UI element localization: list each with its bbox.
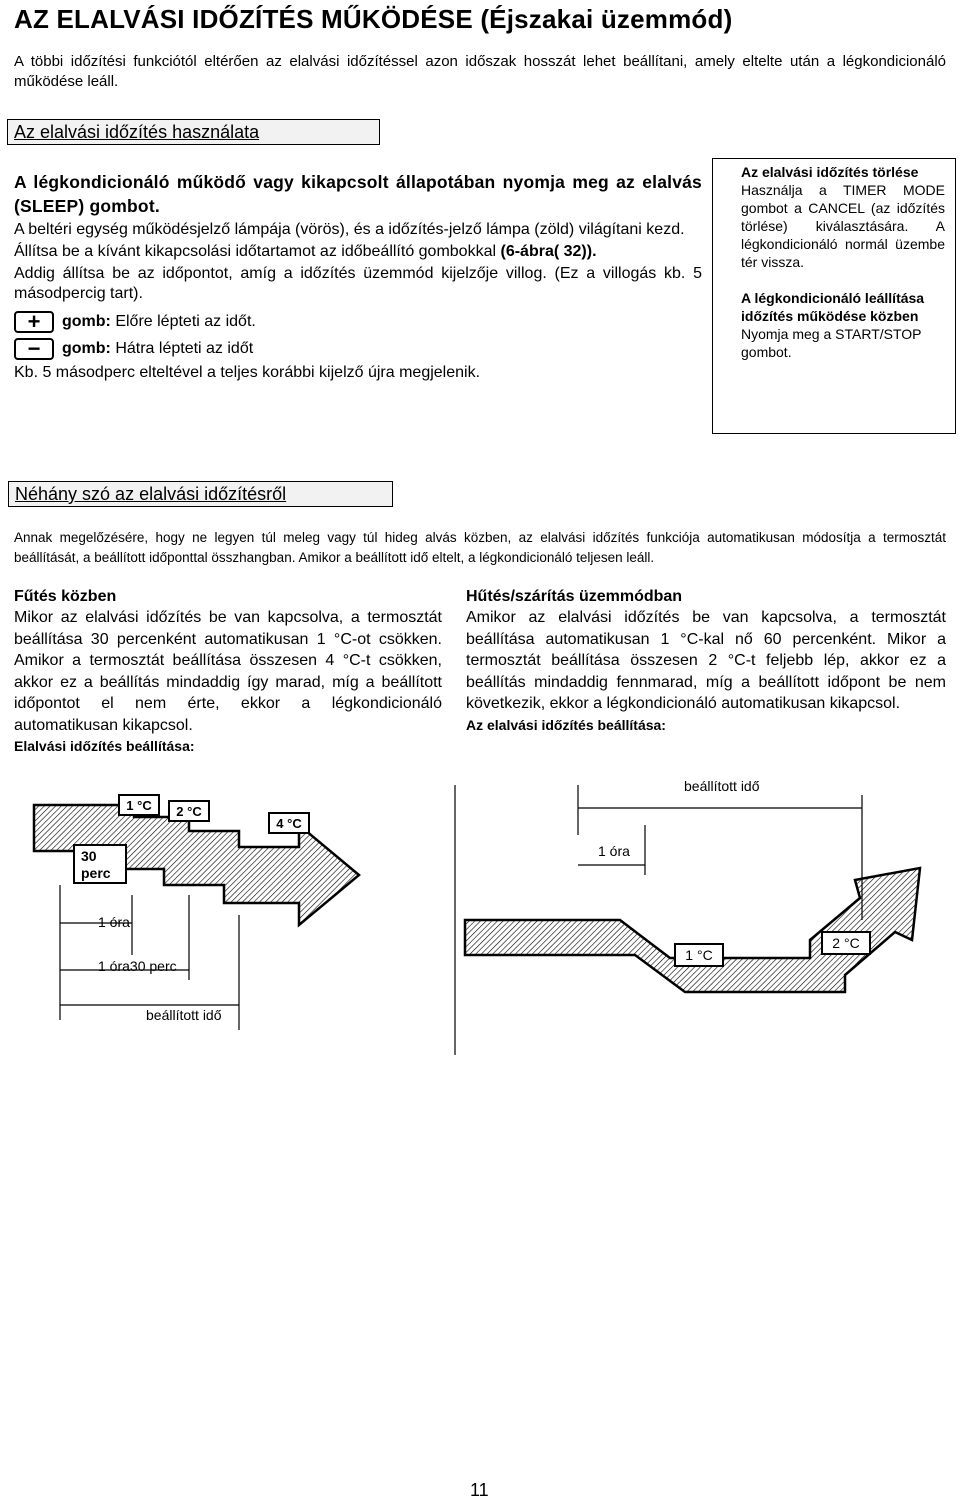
minus-button-icon bbox=[14, 335, 54, 361]
page-title: AZ ELALVÁSI IDŐZÍTÉS MŰKÖDÉSE (Éjszakai üzemmód) bbox=[14, 4, 733, 34]
page-number: 11 bbox=[470, 1480, 489, 1500]
cooling-column bbox=[466, 586, 946, 735]
usage-step-2: A beltéri egység működésjelző lámpája (vörös), és a időzítés-jelző lámpa (zöld) világítani kezd. bbox=[14, 221, 685, 238]
heating-diagram bbox=[14, 785, 434, 1035]
section-heading-usage-text: Az elalvási időzítés használata bbox=[14, 122, 260, 142]
heating-step3-label: 4 °C bbox=[276, 816, 302, 831]
usage-step-3-ref: (6-ábra( 32)). bbox=[500, 243, 597, 260]
plus-glyph: + bbox=[27, 308, 41, 334]
cooling-set-time-label: beállított idő bbox=[684, 778, 760, 794]
minus-button-row bbox=[14, 337, 702, 361]
heating-1ora-label: 1 óra bbox=[98, 914, 130, 930]
cooling-1ora-label: 1 óra bbox=[598, 843, 630, 859]
stop-text: Nyomja meg a START/STOP gombot. bbox=[741, 326, 922, 360]
section-heading-usage bbox=[7, 119, 380, 145]
about-intro: Annak megelőzésére, hogy ne legyen túl meleg vagy túl hideg alvás közben, az elalvási időzítés funkciója automatikusan módosítja a termosztát beállítását, a beállított időponttal összhangban. Amikor a beállított idő eltelt, a légkondicionáló teljesen leáll. bbox=[14, 530, 946, 565]
cooling-text: Amikor az elalvási időzítés be van kapcsolva, a termosztát beállítása automatikusan 1 °C-kal nő 60 percenként. Mikor a termosztát beállítása összesen 2 °C-t feljebb lép, akkor ez a beállítás mindaddig fennmarad, míg a beállított időpont be nem következik, ekkor a légkondicionáló automatikusan kikapcsol. bbox=[466, 609, 946, 712]
heating-step2-label: 2 °C bbox=[176, 804, 202, 819]
usage-body bbox=[14, 170, 702, 383]
plus-label-bold: gomb: bbox=[62, 313, 111, 330]
usage-step-3 bbox=[14, 242, 702, 262]
plus-button-row bbox=[14, 310, 702, 334]
plus-label: Előre lépteti az időt. bbox=[110, 313, 256, 330]
cooling-setting-label: Az elalvási időzítés beállítása: bbox=[466, 716, 666, 733]
usage-step-5: Kb. 5 másodperc elteltével a teljes korábbi kijelző újra megjelenik. bbox=[14, 364, 481, 381]
usage-step-4: Addig állítsa be az időpontot, amíg a időzítés üzemmód kijelzője villog. (Ez a villogás kb. 5 másodpercig tart). bbox=[14, 265, 702, 302]
intro-paragraph: A többi időzítési funkciótól eltérően az elalvási időzítéssel azon időszak hosszát lehet beállítani, amely eltelte után a légkondicionáló működése leáll. bbox=[14, 53, 946, 90]
cooling-step2-label: 2 °C bbox=[832, 935, 860, 951]
minus-glyph: − bbox=[27, 335, 41, 361]
heating-step1-label: 1 °C bbox=[126, 798, 152, 813]
minus-label: Hátra lépteti az időt bbox=[110, 340, 254, 357]
cancel-info-box bbox=[712, 158, 956, 434]
heating-column bbox=[14, 586, 442, 756]
cancel-text: Használja a TIMER MODE gombot a CANCEL (az időzítés törlése) kiválasztására. A légkondicionáló normál üzembe tér vissza. bbox=[741, 182, 945, 270]
usage-step-3-text: Állítsa be a kívánt kikapcsolási időtartamot az időbeállító gombokkal bbox=[14, 243, 501, 260]
section-heading-about bbox=[8, 481, 393, 507]
heating-setting-label: Elalvási időzítés beállítása: bbox=[14, 738, 195, 754]
heating-interval-label-1: 30 bbox=[81, 848, 97, 864]
cooling-diagram bbox=[450, 770, 950, 1060]
plus-button-icon bbox=[14, 308, 54, 334]
heating-text: Mikor az elalvási időzítés be van kapcsolva, a termosztát beállítása 30 percenként automatikusan 1 °C-ot csökken. Amikor a termosztát beállítása összesen 4 °C-t csökken, akkor ez a beállítás mindaddig így marad, míg a beállított időpontot el nem érte, ekkor a légkondicionáló automatikusan kikapcsol. bbox=[14, 609, 442, 734]
minus-label-bold: gomb: bbox=[62, 340, 111, 357]
cancel-heading: Az elalvási időzítés törlése bbox=[741, 164, 919, 180]
heating-set-time-label: beállított idő bbox=[146, 1007, 222, 1023]
heating-interval-label-2: perc bbox=[81, 865, 111, 881]
cooling-step1-label: 1 °C bbox=[685, 947, 713, 963]
usage-step-1: A légkondicionáló működő vagy kikapcsolt állapotában nyomja meg az elalvás (SLEEP) gombot. bbox=[14, 172, 702, 216]
cooling-heading: Hűtés/szárítás üzemmódban bbox=[466, 588, 683, 605]
stop-heading: A légkondicionáló leállítása időzítés működése közben bbox=[741, 290, 925, 324]
heating-1ora30-label: 1 óra30 perc bbox=[98, 958, 177, 974]
heating-heading: Fűtés közben bbox=[14, 588, 117, 605]
section-heading-about-text: Néhány szó az elalvási időzítésről bbox=[15, 484, 287, 504]
